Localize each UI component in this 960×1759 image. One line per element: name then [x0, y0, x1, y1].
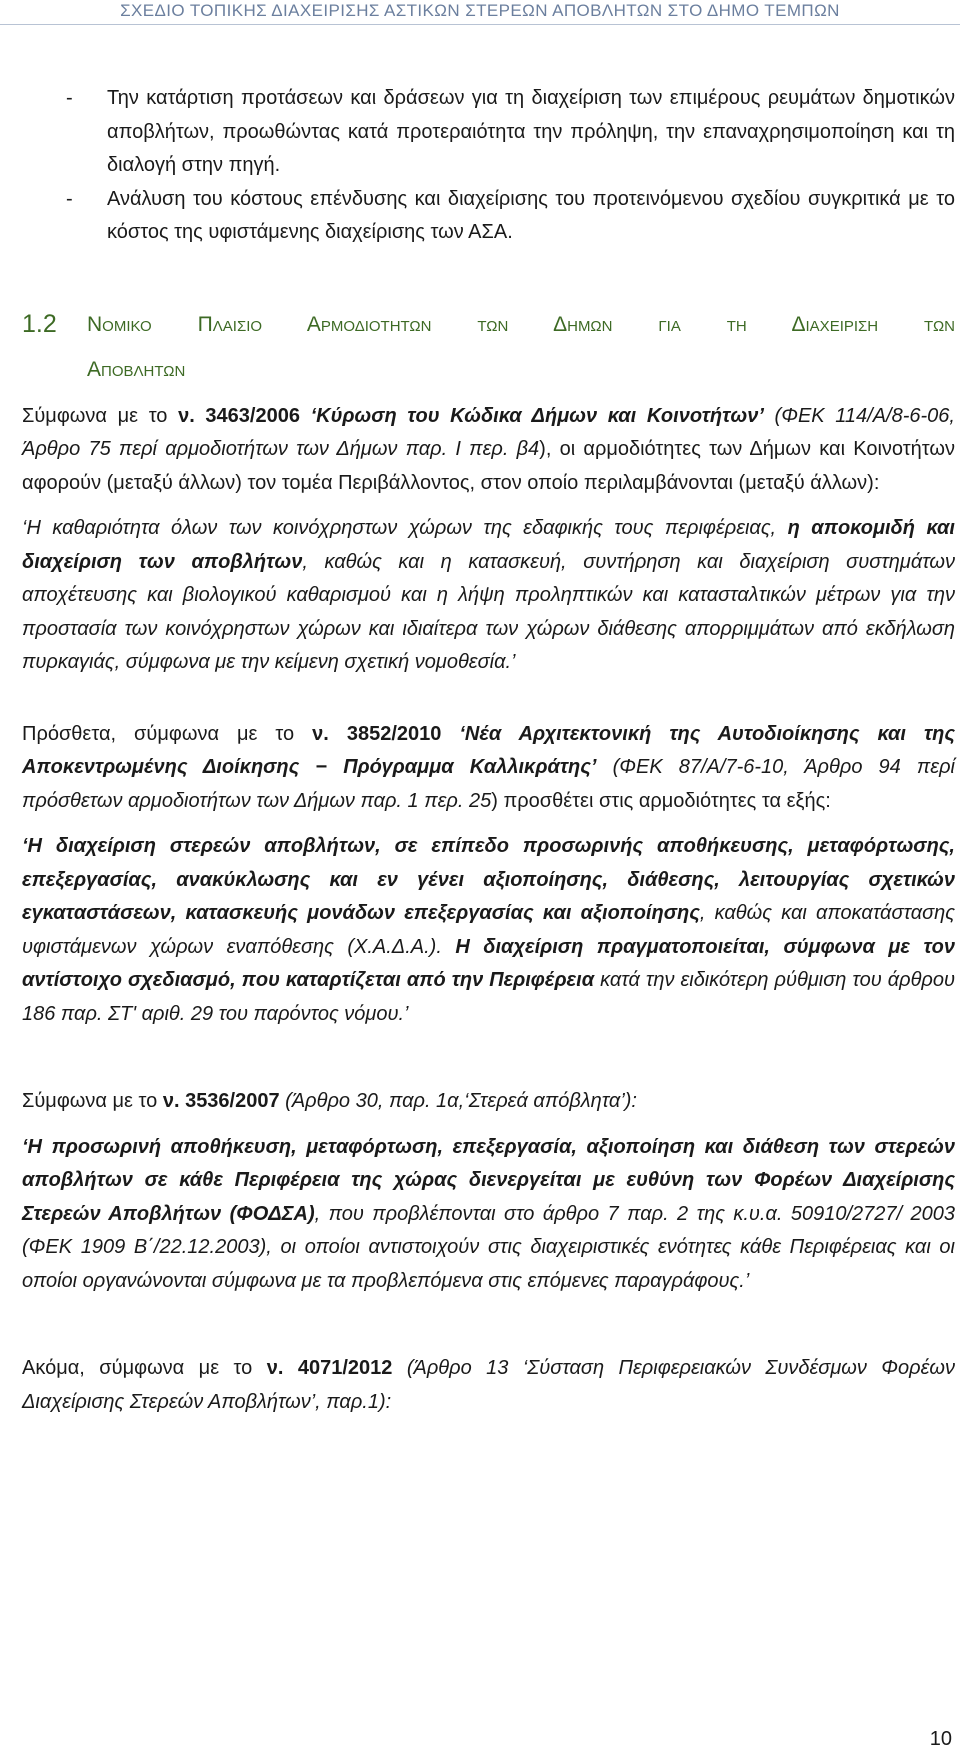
section-title-line2: Αποβλητων [87, 357, 186, 381]
section-heading [22, 302, 955, 392]
paragraph-law-3852 [22, 718, 955, 819]
q1-b: η αποκομιδή και διαχείριση των αποβλήτων [22, 517, 955, 573]
q3-b: , που προβλέπονται στο άρθρο 7 παρ. 2 της κ.υ.α. 50910/2727/ 2003 (ΦΕΚ 1909 Β΄/22.12.2003), οι οποίοι αντιστοιχούν στις διαχειριστικές ενότητες κάθε Περιφέρειας και οι οποίοι οργανώνονται σύμφωνα με τα προβλεπόμενα στις επόμενες παραγράφους.’ [22, 1202, 956, 1292]
bullet-dash: - [66, 187, 73, 210]
bullet-text: Την κατάρτιση προτάσεων και δράσεων για τη διαχείριση των επιμέρους ρευμάτων δημοτικών αποβλήτων, προωθώντας κατά προτεραιότητα την πρόληψη, την επαναχρησιμοποίηση και τη διαλογή στην πηγή. [107, 87, 955, 176]
p2-law: ν. 3852/2010 [312, 722, 460, 745]
p2-ref: (ΦΕΚ 87/Α/7-6-10, Άρθρο 94 περί πρόσθετων αρμοδιοτήτων των Δήμων παρ. 1 περ. 25 [22, 756, 955, 812]
p2-rest: ) προσθέτει στις αρμοδιότητες τα εξής: [491, 789, 831, 812]
p1-law: ν. 3463/2006 [178, 404, 311, 427]
paragraph-law-4071 [22, 1352, 955, 1419]
p1-intro: Σύμφωνα με το [22, 404, 179, 427]
p1-law-title: ‘Κύρωση του Κώδικα Δήμων και Κοινοτήτων’ [310, 404, 764, 427]
p2-law-title: ‘Νέα Αρχιτεκτονική της Αυτοδιοίκησης και της Αποκεντρωμένης Διοίκησης − Πρόγραμμα Καλλικράτης’ [22, 722, 956, 778]
p4-law: ν. 4071/2012 [266, 1357, 393, 1379]
p3-law: ν. 3536/2007 [162, 1090, 280, 1112]
bullet-item [22, 183, 955, 250]
page-number: 10 [929, 1728, 952, 1750]
quote-fodsa [22, 1131, 955, 1299]
p2-intro: Πρόσθετα, σύμφωνα με το [22, 722, 313, 745]
bullet-text: Ανάλυση του κόστους επένδυσης και διαχείρισης του προτεινόμενου σχεδίου συγκριτικά με το κόστος της υφιστάμενης διαχείρισης των ΑΣΑ. [107, 187, 955, 243]
p4-intro: Ακόμα, σύμφωνα με το [22, 1357, 267, 1379]
document-header [0, 0, 960, 25]
paragraph-law-3536 [22, 1085, 955, 1119]
header-title: ΣΧΕΔΙΟ ΤΟΠΙΚΗΣ ΔΙΑΧΕΙΡΙΣΗΣ ΑΣΤΙΚΩΝ ΣΤΕΡΕΩΝ ΑΠΟΒΛΗΤΩΝ ΣΤΟ ΔΗΜΟ ΤΕΜΠΩΝ [120, 1, 840, 20]
p1-rest: ), οι αρμοδιότητες των Δήμων και Κοινοτήτων αφορούν (μεταξύ άλλων) τον τομέα Περιβάλλοντος, στον οποίο περιλαμβάνονται (μεταξύ άλλων): [22, 438, 956, 494]
bullet-dash: - [66, 87, 73, 109]
paragraph-law-3463 [22, 400, 955, 501]
q1-a: ‘Η καθαριότητα όλων των κοινόχρηστων χώρων της εδαφικής τους περιφέρειας, [22, 517, 788, 539]
section-number: 1.2 [22, 309, 57, 338]
p4-ref: (Άρθρο 13 ‘Σύσταση Περιφερειακών Συνδέσμων Φορέων Διαχείρισης Στερεών Αποβλήτων’, παρ.1): [22, 1357, 955, 1413]
p3-ref: (Άρθρο 30, παρ. 1α,‘Στερεά απόβλητα’): [279, 1090, 637, 1112]
bullet-item [22, 82, 955, 183]
q3-a: ‘Η προσωρινή αποθήκευση, μεταφόρτωση, επεξεργασία, αξιοποίηση και διάθεση των στερεών αποβλήτων σε κάθε Περιφέρεια της χώρας διενεργείται με ευθύνη των Φορέων Διαχείρισης Στερεών Αποβλήτων (ΦΟΔΣΑ) [22, 1135, 955, 1225]
q1-c: , καθώς και η κατασκευή, συντήρηση και διαχείριση συστημάτων αποχέτευσης και βιολογικού καθαρισμού και η λήψη προληπτικών και κατασταλτικών μέτρων για την προστασία των κοινόχρηστων χώρων και ιδιαίτερα των χώρων διάθεσης απορριμμάτων από εκδήλωση πυρκαγιάς, σύμφωνα με την κείμενη σχετική νομοθεσία.’ [22, 550, 955, 673]
q2-b: , καθώς και αποκατάστασης υφιστάμενων χώρων εναπόθεσης (Χ.Α.Δ.Α.). [22, 902, 955, 958]
quote-cleanliness [22, 512, 955, 680]
page-body [22, 82, 955, 1419]
q2-a: ‘Η διαχείριση στερεών αποβλήτων, σε επίπεδο προσωρινής αποθήκευσης, μεταφόρτωσης, επεξεργασίας, ανακύκλωσης και εν γένει αξιοποίησης, διάθεσης, λειτουργίας σχετικών εγκαταστάσεων, κατασκευής μονάδων επεξεργασίας και αξιοποίησης [22, 835, 955, 924]
p1-ref: (ΦΕΚ 114/Α/8-6-06, Άρθρο 75 περί αρμοδιοτήτων των Δήμων παρ. Ι περ. β4 [22, 404, 955, 460]
section-title-line1: Νομικο Πλαισιο Αρμοδιοτητων των Δημων για τη Διαχειριση των [87, 312, 955, 336]
p3-intro: Σύμφωνα με το [22, 1090, 163, 1112]
q2-c: Η διαχείριση πραγματοποιείται, σύμφωνα με τον αντίστοιχο σχεδιασμό, που καταρτίζεται από την Περιφέρεια [22, 935, 955, 991]
quote-solid-waste [22, 830, 955, 1031]
q2-d: κατά την ειδικότερη ρύθμιση του άρθρου 186 παρ. ΣΤ' αριθ. 29 του παρόντος νόμου.’ [22, 969, 955, 1025]
